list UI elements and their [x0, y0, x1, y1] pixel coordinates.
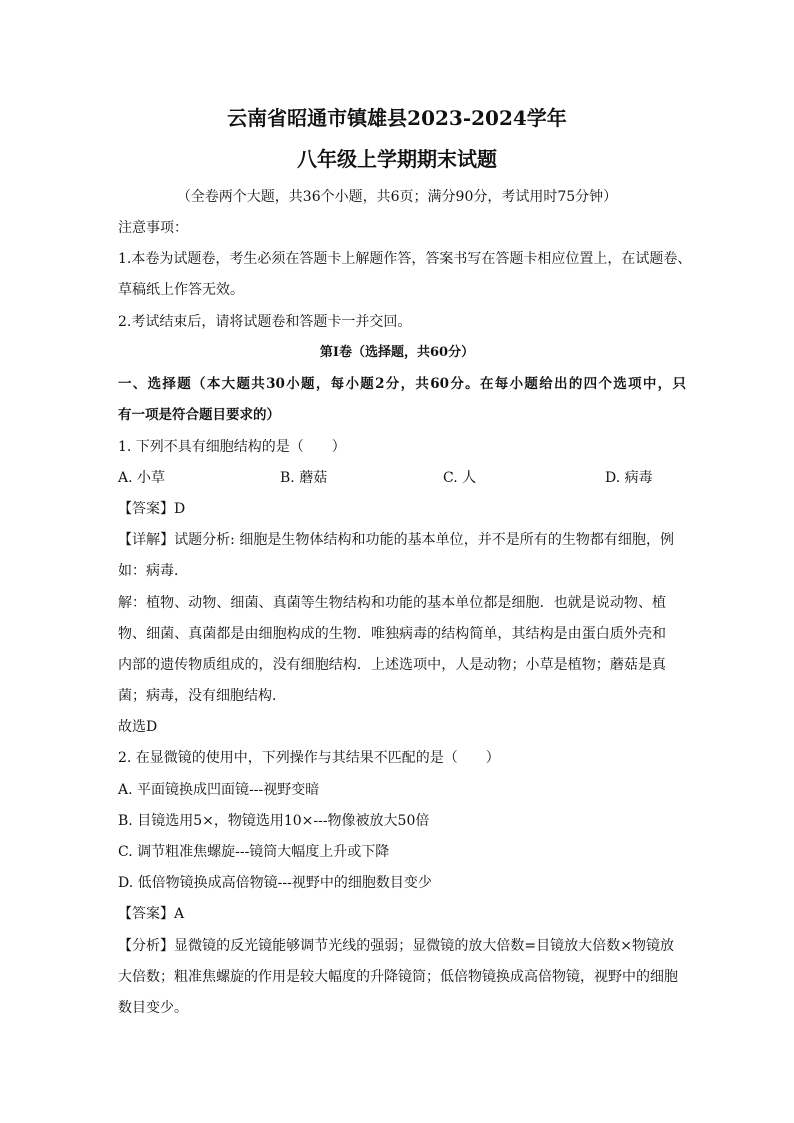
question-2-option-c: C. 调节粗准焦螺旋---镜筒大幅度上升或下降 [118, 844, 390, 860]
question-1-option-c: C. 人 [443, 470, 477, 486]
question-2-option-a: A. 平面镜换成凹面镜---视野变暗 [118, 782, 320, 798]
exam-subtitle: （全卷两个大题，共36个小题，共6页；满分90分，考试用时75分钟） [176, 189, 618, 205]
question-2-analysis-line2: 大倍数；粗准焦螺旋的作用是较大幅度的升降镜筒；低倍物镜换成高倍物镜，视野中的细胞 [118, 969, 678, 985]
notes-heading: 注意事项： [118, 220, 188, 236]
question-2-option-b: B. 目镜选用5×，物镜选用10×---物像被放大50倍 [118, 813, 430, 829]
question-1-detail-line1: 【详解】试题分析: 细胞是生物体结构和功能的基本单位，并不是所有的生物都有细胞，例 [118, 532, 674, 548]
question-1-solution-line2: 物、细菌、真菌都是由细胞构成的生物．唯独病毒的结构简单，其结构是由蛋白质外壳和 [118, 626, 666, 642]
question-1-detail-line2: 如：病毒． [118, 563, 188, 579]
section-heading-line1: 一、选择题（本大题共30小题，每小题2分，共60分。在每小题给出的四个选项中，只 [118, 376, 686, 392]
exam-title-line1: 云南省昭通市镇雄县2023-2024学年 [227, 106, 567, 130]
question-2-analysis-line3: 数目变少。 [118, 1000, 188, 1016]
question-2-answer: 【答案】A [118, 906, 185, 922]
question-1-option-d: D. 病毒 [605, 470, 653, 486]
question-1-solution-line3: 内部的遗传物质组成的，没有细胞结构．上述选项中，人是动物；小草是植物；蘑菇是真 [118, 657, 666, 673]
notes-item-1-line2: 草稿纸上作答无效。 [118, 282, 244, 298]
question-2-analysis-line1: 【分析】显微镜的反光镜能够调节光线的强弱；显微镜的放大倍数=目镜放大倍数×物镜放 [118, 938, 674, 954]
section-heading-line2: 有一项是符合题目要求的） [118, 407, 280, 423]
question-1-answer: 【答案】D [118, 501, 186, 517]
volume-heading: 第Ⅰ卷（选择题，共60分） [319, 345, 475, 360]
question-1-option-b: B. 蘑菇 [280, 470, 328, 486]
question-1-stem: 1. 下列不具有细胞结构的是（ ） [118, 439, 346, 455]
question-2-option-d: D. 低倍物镜换成高倍物镜---视野中的细胞数目变少 [118, 875, 432, 891]
exam-title-line2: 八年级上学期期末试题 [297, 147, 497, 171]
question-2-stem: 2. 在显微镜的使用中，下列操作与其结果不匹配的是（ ） [118, 750, 500, 766]
question-1-solution-line1: 解：植物、动物、细菌、真菌等生物结构和功能的基本单位都是细胞．也就是说动物、植 [118, 595, 666, 611]
question-1-option-a: A. 小草 [118, 470, 166, 486]
notes-item-2: 2.考试结束后，请将试题卷和答题卡一并交回。 [118, 314, 412, 330]
question-1-conclusion: 故选D [118, 719, 158, 735]
question-1-solution-line4: 菌；病毒，没有细胞结构． [118, 688, 286, 704]
notes-item-1-line1: 1.本卷为试题卷，考生必须在答题卡上解题作答，答案书写在答题卡相应位置上，在试题卷、 [118, 251, 692, 267]
